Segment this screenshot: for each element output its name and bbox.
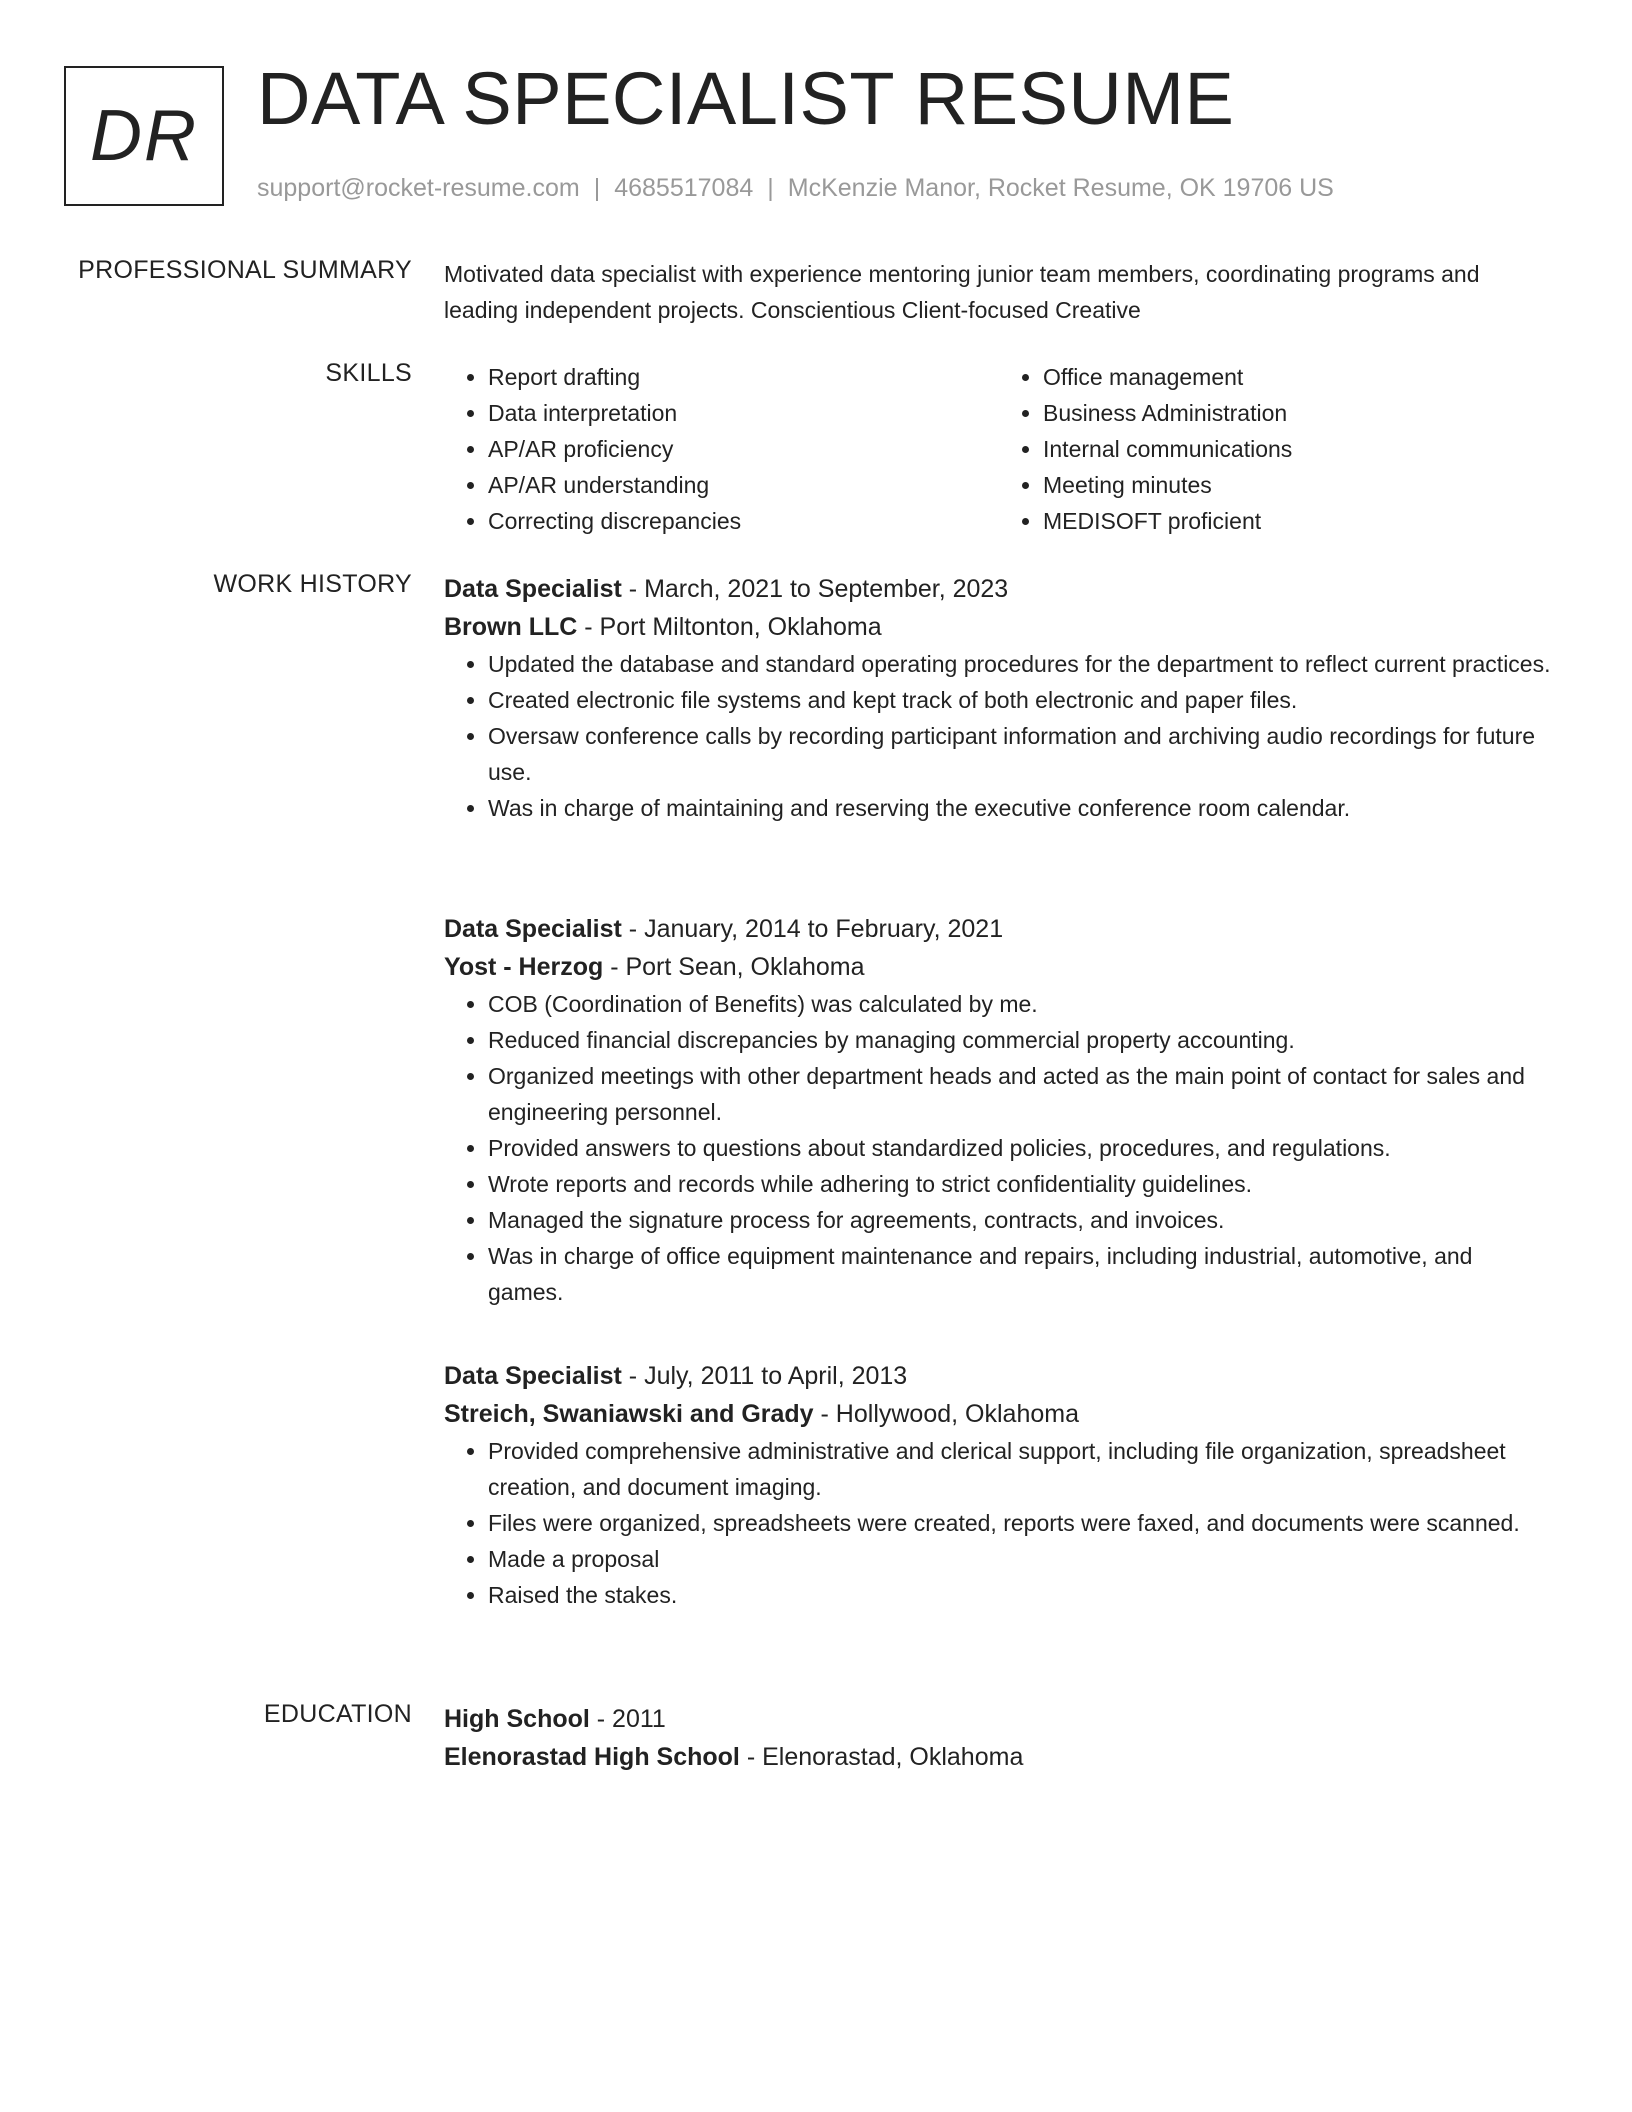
job-company: Yost - Herzog — [444, 953, 604, 981]
skill-item: • MEDISOFT proficient — [1043, 503, 1554, 539]
job-duty: • Raised the stakes. — [488, 1577, 1554, 1613]
job-duty: • Provided comprehensive administrative and clerical support, including file organization, spreadsheet creation, and document imaging. — [488, 1433, 1554, 1505]
job-title-line — [444, 910, 1554, 948]
job-dates: - March, 2021 to September, 2023 — [621, 575, 1009, 603]
job-duty: • Provided answers to questions about standardized policies, procedures, and regulations. — [488, 1130, 1554, 1166]
job-duty: • Was in charge of maintaining and reserving the executive conference room calendar. — [488, 790, 1554, 826]
skills-body — [444, 359, 1554, 539]
skills-list-right — [999, 359, 1554, 539]
job-dates: - July, 2011 to April, 2013 — [621, 1362, 908, 1390]
monogram-initials: DR — [90, 96, 198, 176]
skill-item: • Office management — [1043, 359, 1554, 395]
job-duty: • Was in charge of office equipment maintenance and repairs, including industrial, automotive, and games. — [488, 1238, 1554, 1310]
education-school: Elenorastad High School — [444, 1743, 740, 1771]
skill-item: • Correcting discrepancies — [488, 503, 999, 539]
education-body — [444, 1700, 1554, 1776]
summary-body — [444, 256, 1554, 328]
job-title: Data Specialist — [444, 1362, 622, 1390]
job-company: Streich, Swaniawski and Grady — [444, 1400, 814, 1428]
summary-heading: PROFESSIONAL SUMMARY — [78, 256, 412, 284]
skill-item: • Internal communications — [1043, 431, 1554, 467]
skill-item: • AP/AR proficiency — [488, 431, 999, 467]
job-company-line — [444, 1395, 1554, 1433]
skills-heading: SKILLS — [325, 359, 412, 387]
job-duty: • Updated the database and standard operating procedures for the department to reflect current practices. — [488, 646, 1554, 682]
education-heading: EDUCATION — [263, 1700, 412, 1728]
education-location: - Elenorastad, Oklahoma — [739, 1743, 1024, 1771]
education-degree-line — [444, 1700, 1554, 1738]
skill-item: • Business Administration — [1043, 395, 1554, 431]
job-duty: • Wrote reports and records while adhering to strict confidentiality guidelines. — [488, 1166, 1554, 1202]
skill-item: • Data interpretation — [488, 395, 999, 431]
job-duties-list — [444, 646, 1554, 826]
education-year: - 2011 — [589, 1705, 666, 1733]
contact-separator: | — [593, 174, 601, 202]
resume-title: DATA SPECIALIST RESUME — [257, 57, 1235, 140]
job-company: Brown LLC — [444, 613, 578, 641]
summary-text: Motivated data specialist with experience mentoring junior team members, coordinating programs and leading independent projects. Conscientious Client-focused Creative — [444, 261, 1480, 323]
job-entry — [444, 910, 1554, 1310]
education-school-line — [444, 1738, 1554, 1776]
contact-phone: 4685517084 — [614, 174, 754, 202]
skill-item: • Report drafting — [488, 359, 999, 395]
job-duty: • Made a proposal — [488, 1541, 1554, 1577]
job-company-line — [444, 608, 1554, 646]
job-duty: • COB (Coordination of Benefits) was calculated by me. — [488, 986, 1554, 1022]
contact-line — [257, 174, 1334, 203]
skill-item: • AP/AR understanding — [488, 467, 999, 503]
job-duty: • Reduced financial discrepancies by managing commercial property accounting. — [488, 1022, 1554, 1058]
job-entry — [444, 570, 1554, 826]
job-title: Data Specialist — [444, 575, 622, 603]
job-duties-list — [444, 1433, 1554, 1613]
education-degree: High School — [444, 1705, 590, 1733]
job-company-line — [444, 948, 1554, 986]
contact-address: McKenzie Manor, Rocket Resume, OK 19706 US — [787, 174, 1334, 202]
monogram-box — [64, 66, 224, 206]
job-duty: • Managed the signature process for agreements, contracts, and invoices. — [488, 1202, 1554, 1238]
job-duty: • Files were organized, spreadsheets were created, reports were faxed, and documents were scanned. — [488, 1505, 1554, 1541]
contact-separator: | — [767, 174, 774, 202]
work-history-heading: WORK HISTORY — [213, 570, 412, 598]
job-title-line — [444, 1357, 1554, 1395]
job-location: - Port Miltonton, Oklahoma — [577, 613, 882, 641]
job-dates: - January, 2014 to February, 2021 — [621, 915, 1004, 943]
job-duty: • Oversaw conference calls by recording participant information and archiving audio recordings for future use. — [488, 718, 1554, 790]
job-duties-list — [444, 986, 1554, 1310]
skills-list-left — [444, 359, 999, 539]
job-duty: • Organized meetings with other department heads and acted as the main point of contact for sales and engineering personnel. — [488, 1058, 1554, 1130]
job-duty: • Created electronic file systems and kept track of both electronic and paper files. — [488, 682, 1554, 718]
job-location: - Hollywood, Oklahoma — [813, 1400, 1079, 1428]
skill-item: • Meeting minutes — [1043, 467, 1554, 503]
job-title-line — [444, 570, 1554, 608]
job-location: - Port Sean, Oklahoma — [603, 953, 865, 981]
job-entry — [444, 1357, 1554, 1613]
job-title: Data Specialist — [444, 915, 622, 943]
contact-email: support@rocket-resume.com — [257, 174, 580, 202]
